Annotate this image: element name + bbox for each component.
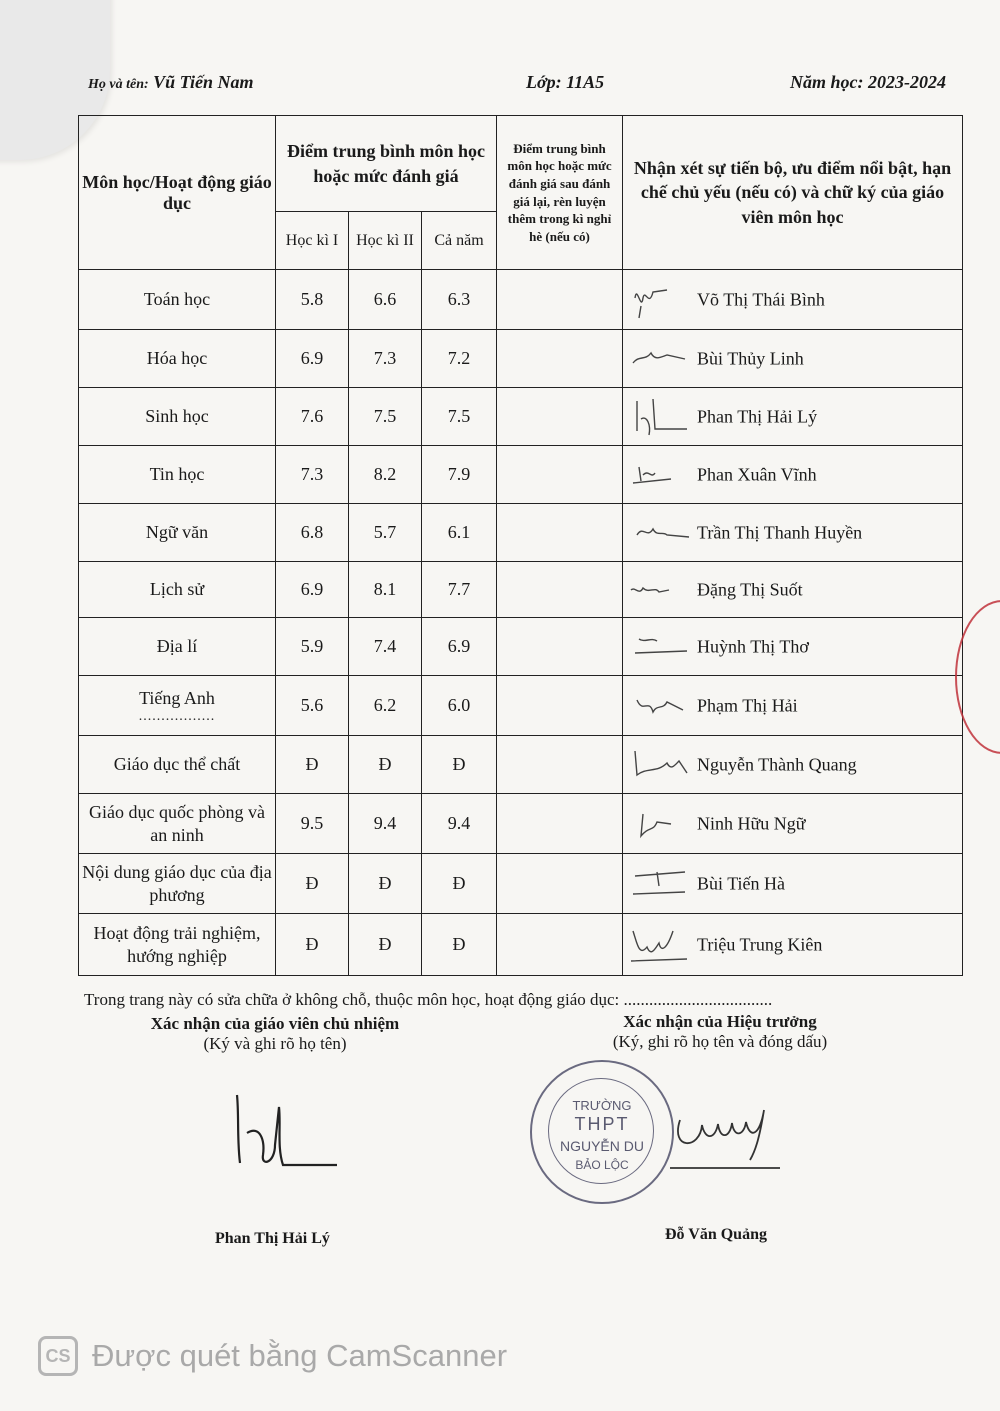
grade-sem1: 6.9	[276, 562, 349, 618]
grade-sem1: Đ	[276, 914, 349, 976]
table-row	[79, 854, 963, 914]
grade-sem1: 5.8	[276, 270, 349, 330]
teacher-name: Đặng Thị Suốt	[697, 579, 803, 599]
grade-sem2: Đ	[349, 736, 422, 794]
correction-note: Trong trang này có sửa chữa ở không chỗ, thuộc môn học, hoạt động giáo dục: ...................................	[84, 990, 773, 1009]
retest-cell	[497, 914, 623, 976]
grade-sem1: 7.6	[276, 388, 349, 446]
comment-cell	[623, 504, 963, 562]
retest-cell	[497, 270, 623, 330]
camscanner-text: Được quét bằng CamScanner	[92, 1338, 508, 1373]
stamp-line-2: THPT	[574, 1114, 630, 1134]
student-header	[0, 72, 1000, 102]
retest-cell	[497, 388, 623, 446]
header-retest: Điểm trung bình môn học hoặc mức đánh giá sau đánh giá lại, rèn luyện thêm trong kì nghỉ hè (nếu có)	[497, 116, 623, 270]
grade-year: 6.3	[422, 270, 497, 330]
header-subject: Môn học/Hoạt động giáo dục	[79, 116, 276, 270]
subject-cell	[79, 736, 276, 794]
teacher-signature	[627, 395, 695, 439]
subject-name: Nội dung giáo dục của địa phương	[82, 862, 272, 905]
homeroom-teacher-name: Phan Thị Hải Lý	[215, 1230, 330, 1247]
subject-name: Ngữ văn	[145, 522, 209, 543]
table-row	[79, 914, 963, 976]
grade-year: 7.2	[422, 330, 497, 388]
grade-sem2: Đ	[349, 854, 422, 914]
teacher-name: Ninh Hữu Ngữ	[697, 813, 806, 833]
subject-name: Tin học	[149, 464, 205, 485]
comment-cell	[623, 794, 963, 854]
teacher-signature	[627, 511, 695, 555]
table-row	[79, 504, 963, 562]
subject-name: Tiếng Anh	[139, 688, 215, 709]
teacher-name: Phạm Thị Hải	[697, 695, 798, 715]
table-row	[79, 388, 963, 446]
teacher-name: Nguyễn Thành Quang	[697, 754, 857, 774]
header-full-year: Cả năm	[422, 212, 497, 270]
comment-cell	[623, 618, 963, 676]
subject-cell	[79, 794, 276, 854]
subject-cell	[79, 388, 276, 446]
teacher-name: Võ Thị Thái Bình	[697, 289, 825, 309]
subject-extra-dots: .................	[138, 708, 216, 724]
grade-sem2: 5.7	[349, 504, 422, 562]
principal-confirmation	[570, 1012, 870, 1052]
teacher-name: Phan Thị Hải Lý	[697, 406, 818, 426]
principal-subtitle: (Ký, ghi rõ họ tên và đóng dấu)	[612, 1032, 828, 1051]
table-row	[79, 562, 963, 618]
grade-year: Đ	[422, 914, 497, 976]
teacher-name: Trần Thị Thanh Huyền	[697, 522, 863, 542]
teacher-name: Bùi Thủy Linh	[697, 348, 804, 368]
retest-cell	[497, 504, 623, 562]
retest-cell	[497, 794, 623, 854]
subject-cell	[79, 270, 276, 330]
table-row	[79, 270, 963, 330]
retest-cell	[497, 446, 623, 504]
table-row	[79, 676, 963, 736]
grade-year: 6.9	[422, 618, 497, 676]
comment-cell	[623, 854, 963, 914]
stamp-line-1: TRƯỜNG	[572, 1098, 632, 1113]
student-class: Lớp: 11A5	[526, 72, 605, 92]
comment-cell	[623, 562, 963, 618]
teacher-signature	[627, 568, 695, 612]
camscanner-logo: CS	[38, 1336, 78, 1376]
teacher-signature	[627, 625, 695, 669]
grade-sem1: 6.9	[276, 330, 349, 388]
grade-sem2: 7.4	[349, 618, 422, 676]
grade-sem2: 7.5	[349, 388, 422, 446]
grade-year: 6.1	[422, 504, 497, 562]
retest-cell	[497, 676, 623, 736]
teacher-name: Huỳnh Thị Thơ	[697, 636, 809, 656]
table-row	[79, 618, 963, 676]
teacher-name: Bùi Tiến Hà	[697, 873, 786, 893]
teacher-signature	[627, 684, 695, 728]
teacher-name: Triệu Trung Kiên	[697, 934, 823, 954]
subject-name: Giáo dục quốc phòng và an ninh	[89, 802, 265, 845]
grade-year: 7.9	[422, 446, 497, 504]
grade-sem1: 6.8	[276, 504, 349, 562]
teacher-signature	[627, 453, 695, 497]
camscanner-watermark	[38, 1333, 507, 1379]
school-stamp	[530, 1060, 674, 1204]
retest-cell	[497, 736, 623, 794]
grade-year: 7.5	[422, 388, 497, 446]
subject-cell	[79, 854, 276, 914]
principal-name: Đỗ Văn Quảng	[665, 1226, 767, 1243]
teacher-signature	[627, 278, 695, 322]
grade-sem1: 7.3	[276, 446, 349, 504]
grade-sem1: 5.6	[276, 676, 349, 736]
student-name: Họ và tên: Vũ Tiến Nam	[88, 72, 254, 92]
grade-sem2: Đ	[349, 914, 422, 976]
comment-cell	[623, 914, 963, 976]
school-year: Năm học: 2023-2024	[790, 72, 946, 92]
grade-sem2: 8.2	[349, 446, 422, 504]
teacher-signature	[627, 802, 695, 846]
subject-cell	[79, 504, 276, 562]
header-average: Điểm trung bình môn học hoặc mức đánh giá	[276, 116, 497, 212]
principal-title: Xác nhận của Hiệu trưởng	[623, 1012, 817, 1031]
grade-sem1: Đ	[276, 736, 349, 794]
retest-cell	[497, 330, 623, 388]
grade-sem2: 8.1	[349, 562, 422, 618]
header-semester-1: Học kì I	[276, 212, 349, 270]
retest-cell	[497, 562, 623, 618]
stamp-line-4: BẢO LỘC	[575, 1158, 629, 1172]
grade-sem2: 9.4	[349, 794, 422, 854]
grade-sem1: 5.9	[276, 618, 349, 676]
teacher-signature	[627, 862, 695, 906]
homeroom-confirmation	[120, 1014, 430, 1054]
grade-year: Đ	[422, 854, 497, 914]
subject-cell	[79, 446, 276, 504]
grade-sem2: 6.6	[349, 270, 422, 330]
subject-name: Lịch sử	[149, 579, 205, 600]
homeroom-subtitle: (Ký và ghi rõ họ tên)	[203, 1034, 347, 1053]
comment-cell	[623, 388, 963, 446]
table-row	[79, 736, 963, 794]
comment-cell	[623, 676, 963, 736]
grade-year: Đ	[422, 736, 497, 794]
retest-cell	[497, 854, 623, 914]
subject-name: Toán học	[143, 289, 211, 310]
subject-cell	[79, 330, 276, 388]
teacher-name: Phan Xuân Vĩnh	[697, 464, 817, 484]
subject-cell	[79, 562, 276, 618]
subject-cell	[79, 914, 276, 976]
comment-cell	[623, 736, 963, 794]
header-comment: Nhận xét sự tiến bộ, ưu điểm nổi bật, hạn chế chủ yếu (nếu có) và chữ ký của giáo viên môn học	[623, 116, 963, 270]
comment-cell	[623, 330, 963, 388]
grade-sem2: 6.2	[349, 676, 422, 736]
teacher-signature	[627, 743, 695, 787]
retest-cell	[497, 618, 623, 676]
subject-name: Sinh học	[145, 406, 209, 427]
principal-signature	[660, 1090, 785, 1175]
subject-name: Giáo dục thể chất	[113, 754, 241, 775]
grade-sem1: 9.5	[276, 794, 349, 854]
table-row	[79, 794, 963, 854]
subject-cell	[79, 676, 276, 736]
homeroom-title: Xác nhận của giáo viên chủ nhiệm	[150, 1014, 400, 1033]
comment-cell	[623, 446, 963, 504]
grade-year: 9.4	[422, 794, 497, 854]
grade-sem1: Đ	[276, 854, 349, 914]
grade-year: 6.0	[422, 676, 497, 736]
teacher-signature	[627, 337, 695, 381]
subject-name: Hóa học	[146, 348, 208, 369]
grade-year: 7.7	[422, 562, 497, 618]
subject-name: Hoạt động trải nghiệm, hướng nghiệp	[93, 923, 261, 966]
homeroom-signature	[225, 1085, 355, 1175]
subject-name: Địa lí	[156, 636, 198, 657]
header-semester-2: Học kì II	[349, 212, 422, 270]
teacher-signature	[627, 923, 695, 967]
stamp-line-3: NGUYỄN DU	[559, 1138, 644, 1154]
table-row	[79, 330, 963, 388]
table-row	[79, 446, 963, 504]
subject-cell	[79, 618, 276, 676]
grades-table	[78, 115, 963, 976]
grade-sem2: 7.3	[349, 330, 422, 388]
comment-cell	[623, 270, 963, 330]
